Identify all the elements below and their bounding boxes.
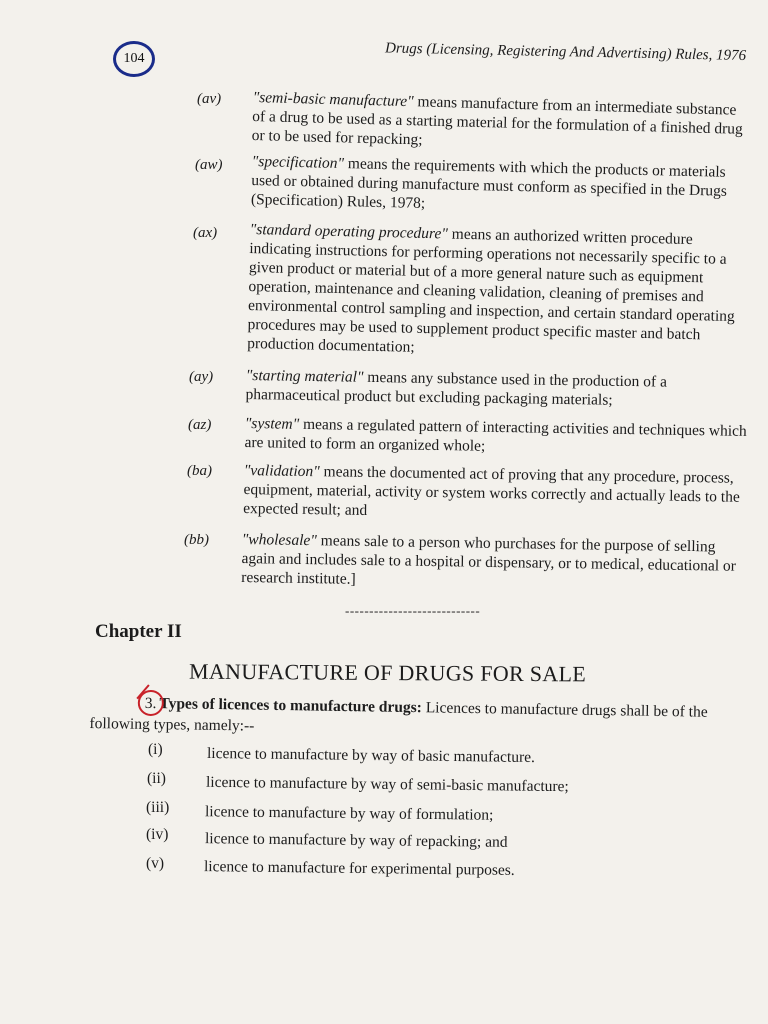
- definition-term: "standard operating procedure": [249, 220, 449, 243]
- definition-body: means manufacture from an intermediate substance of a drug to be used as a starting material for the formulation of a finished drug or to be used for repacking;: [251, 93, 743, 149]
- definition-label: (bb): [184, 532, 209, 548]
- definition-term: "system": [244, 414, 300, 433]
- definition-label: (ay): [189, 369, 214, 385]
- definition-body: means an authorized written procedure indicating instructions for performing operations not necessarily specific to a given product or material but of a more general nature such as equipment operation, maintenance and cleaning validation, cleaning of premises and environmental control sampling and inspection, and certain standard operating procedures may be used to supplement product specific master and batch production documentation;: [247, 225, 735, 356]
- definition-term: "starting material": [245, 366, 364, 386]
- definition-label: (av): [197, 91, 222, 107]
- list-item-text: licence to manufacture for experimental purposes.: [203, 858, 515, 879]
- definition-text: [244, 414, 750, 460]
- section-paragraph: [89, 692, 750, 744]
- list-item-text: licence to manufacture by way of semi-basic manufacture;: [205, 773, 569, 796]
- definition-body: means sale to a person who purchases for the purpose of selling again and includes sale to a hospital or dispensary, or to medical, educational or research institute.]: [241, 532, 737, 588]
- list-item-number: (iii): [146, 799, 170, 816]
- definition-text: [245, 366, 751, 412]
- list-item-text: licence to manufacture by way of formulation;: [204, 803, 494, 824]
- list-item-number: (ii): [147, 770, 166, 787]
- definition-text: [243, 461, 750, 526]
- definition-term: "wholesale": [241, 530, 317, 550]
- definition-label: (ba): [187, 463, 212, 479]
- list-item-number: (i): [148, 741, 163, 758]
- definition-label: (aw): [195, 157, 223, 173]
- definition-text: [241, 530, 750, 595]
- list-item-number: (v): [146, 855, 165, 872]
- section-text: Licences to manufacture drugs shall be of the following types, namely:--: [89, 699, 708, 735]
- section-heading: Types of licences to manufacture drugs:: [159, 695, 423, 717]
- definition-label: (az): [188, 417, 212, 433]
- definition-label: (ax): [193, 225, 218, 241]
- definition-body: means the requirements with which the products or materials used or obtained during manufacture must conform as specified in the Drugs (Specification) Rules, 1978;: [250, 155, 728, 212]
- definition-term: "validation": [243, 461, 320, 481]
- section-number: 3.: [142, 693, 160, 714]
- chapter-title: MANUFACTURE OF DRUGS FOR SALE: [188, 658, 587, 687]
- running-title: Drugs (Licensing, Registering And Advertising) Rules, 1976: [384, 40, 747, 64]
- definition-body: means any substance used in the production of a pharmaceutical product but excluding packaging materials;: [245, 368, 668, 409]
- definition-term: "semi-basic manufacture": [252, 88, 414, 111]
- definition-body: means a regulated pattern of interacting activities and techniques which are united to form an organized whole;: [244, 415, 747, 455]
- chapter-label: Chapter II: [95, 621, 182, 642]
- definition-text: [251, 152, 752, 220]
- separator-line: ----------------------------: [345, 603, 481, 618]
- page-number: 104: [113, 41, 155, 77]
- definition-text: [252, 88, 753, 158]
- definition-body: means the documented act of proving that any procedure, process, equipment, material, activity or system works correctly and actually leads to the expected result; and: [243, 463, 740, 519]
- list-item-text: licence to manufacture by way of basic manufacture.: [206, 744, 536, 767]
- definition-text: [247, 220, 753, 364]
- definition-term: "specification": [251, 152, 345, 173]
- list-item-number: (iv): [146, 826, 169, 843]
- list-item-text: licence to manufacture by way of repacking; and: [204, 830, 508, 851]
